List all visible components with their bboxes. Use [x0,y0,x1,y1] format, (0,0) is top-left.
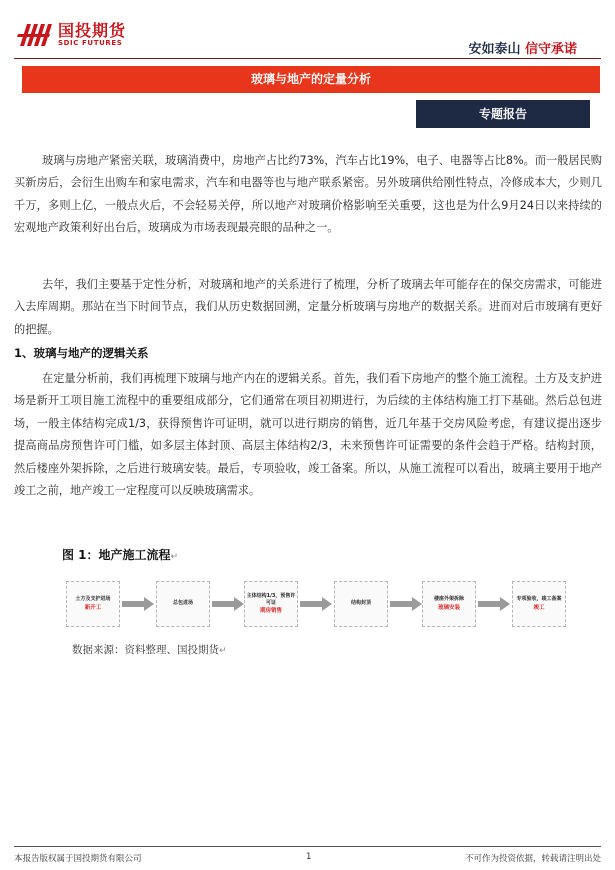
figure-title-edit-mark: ↵ [170,552,179,562]
flow-step [422,581,476,627]
flow-step [156,581,210,627]
slogan-part-1: 安如泰山 [468,42,521,57]
flow-step-highlight: 竣工 [533,604,545,611]
flow-step [334,581,388,627]
figure-title-text: 图 1：地产施工流程 [62,548,171,562]
figure-source [72,642,227,657]
figure-title [62,546,178,563]
flow-step-label: 主体结构1/3，预售许可证 [246,593,296,606]
figure-source-text: 数据来源：资料整理、国投期货 [72,644,219,656]
section-heading: 1、玻璃与地产的逻辑关系 [14,346,149,360]
arrow-right-icon [300,597,332,611]
report-title: 玻璃与地产的定量分析 [22,66,600,93]
logo-mark-icon [14,20,54,50]
footer-divider [14,846,601,847]
flow-step-highlight: 玻璃安装 [437,604,460,611]
section-paragraph: 在定量分析前，我们再梳理下玻璃与地产内在的逻辑关系。首先，我们看下房地产的整个施工流程。土方及支护进场是新开工项目施工流程中的重要组成部分，它们通常在项目初期进行，为后续的主体结构施工打下基础。然后总包进场，一般主体结构完成1/3，获得预售许可证明，就可以进行期房的销售，近几年基于交房风险考虑，有建议提出逐步提高商品房预售许可门槛，如多层主体封顶、高层主体结构2/3，未来预售许可证需要的条件会趋于严格。结构封顶，然后楼座外架拆除，之后进行玻璃安装。最后，专项验收，竣工备案。所以，从施工流程可以看出，玻璃主要用于地产竣工之前，地产竣工一定程度可以反映玻璃需求。 [14,372,602,498]
flow-step-label: 土方及支护进场 [75,596,111,603]
construction-flow-chart [66,581,576,629]
report-type-tag: 专题报告 [416,100,590,128]
logo-english-name: SDIC FUTURES [58,39,123,47]
logo-chinese-name: 国投期货 [58,21,127,40]
footer-copyright: 本报告版权属于国投期货有限公司 [14,854,142,864]
slogan [468,38,577,57]
arrow-right-icon [122,597,154,611]
flow-step-label: 总包进场 [172,599,193,606]
intro-paragraph-2: 去年，我们主要基于定性分析，对玻璃和地产的关系进行了梳理，分析了玻璃去年可能存在的保交房需求，可能进入去库周期。那站在当下时间节点，我们从历史数据回溯，定量分析玻璃与房地产的数据关系。进而对后市玻璃有更好的把握。 [14,278,602,336]
figure-source-edit-mark: ↵ [219,646,227,656]
company-logo [14,18,164,54]
flow-step-highlight: 期房销售 [259,608,282,614]
flow-step [512,581,566,627]
slogan-part-2: 信守承诺 [524,42,577,57]
arrow-right-icon [478,597,510,611]
header-divider [14,58,601,59]
footer-disclaimer: 不可作为投资依据，转载请注明出处 [464,854,601,864]
intro-paragraph-1: 玻璃与房地产紧密关联，玻璃消费中，房地产占比约73%，汽车占比19%，电子、电器等占比8%。而一般居民购买新房后，会衍生出购车和家电需求，汽车和电器等也与地产联系紧密。另外玻璃供给刚性特点，冷修成本大，少则几千万，多则上亿，一般点火后，不会轻易关停，所以地产对玻璃价格影响至关重要，这也是为什么9月24日以来持续的宏观地产政策利好出台后，玻璃成为市场表现最亮眼的品种之一。 [14,154,602,235]
flow-step-highlight: 新开工 [84,604,102,611]
flow-step-label: 楼座外架拆除 [433,596,464,603]
page-number: 1 [306,852,312,862]
flow-step [244,581,298,627]
arrow-right-icon [390,597,422,611]
arrow-right-icon [212,597,244,611]
flow-step-label: 结构封顶 [350,599,371,606]
flow-step [66,581,120,627]
flow-step-label: 专项验收，竣工备案 [516,596,562,603]
